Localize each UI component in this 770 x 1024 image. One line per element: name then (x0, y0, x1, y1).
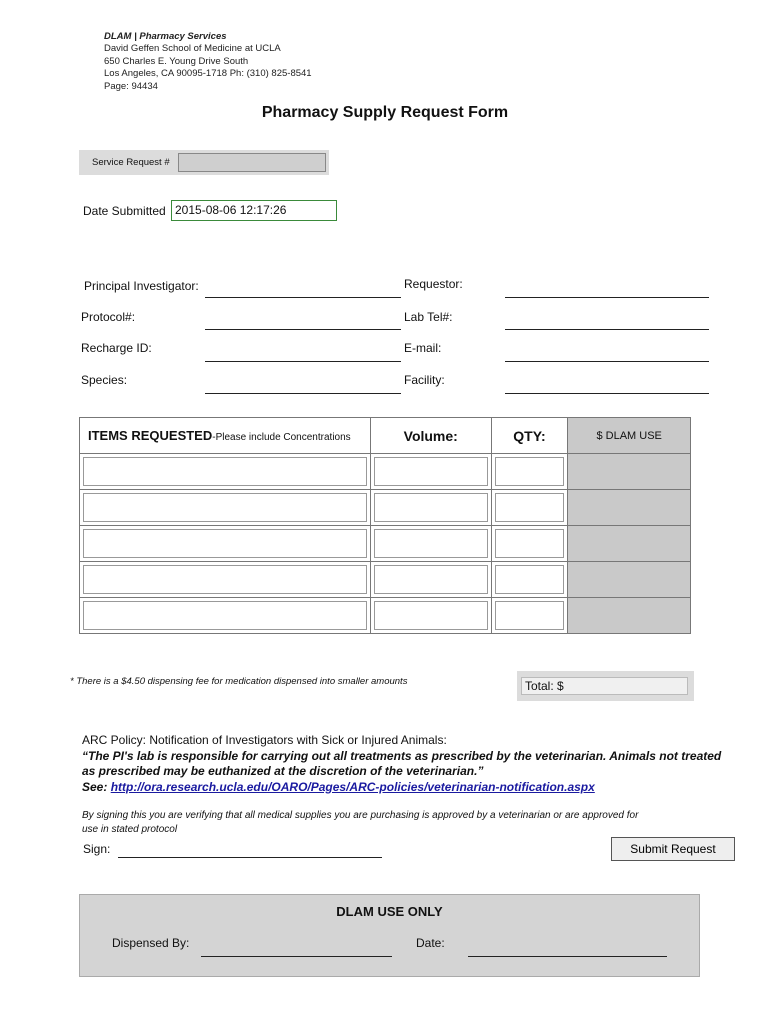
header-street: 650 Charles E. Young Drive South (104, 55, 249, 67)
header-school: David Geffen School of Medicine at UCLA (104, 43, 281, 55)
requestor-field[interactable] (505, 297, 709, 298)
qty-header: QTY: (491, 418, 568, 454)
dlam-use-header: $ DLAM USE (568, 418, 691, 454)
dlam-cell-2 (568, 490, 691, 526)
sign-label: Sign: (83, 842, 111, 856)
item-input-5[interactable] (83, 601, 367, 630)
policy-link[interactable]: http://ora.research.ucla.edu/OARO/Pages/ARC-policies/veterinarian-notification.aspx (110, 779, 595, 794)
policy-heading: ARC Policy: Notification of Investigators with Sick or Injured Animals: (82, 733, 447, 747)
dispensing-fee-note: * There is a $4.50 dispensing fee for medication dispensed into smaller amounts (70, 676, 408, 687)
facility-label: Facility: (404, 373, 445, 387)
protocol-field[interactable] (205, 329, 401, 330)
header-page: Page: 94434 (104, 80, 158, 92)
header-city-phone: Los Angeles, CA 90095-1718 Ph: (310) 825-8541 (104, 68, 312, 80)
recharge-id-label: Recharge ID: (81, 341, 152, 355)
volume-input-5[interactable] (374, 601, 488, 630)
table-row (80, 526, 691, 562)
volume-header: Volume: (370, 418, 491, 454)
dlam-use-only-title: DLAM USE ONLY (336, 904, 443, 919)
principal-investigator-field[interactable] (205, 297, 401, 298)
qty-input-2[interactable] (495, 493, 565, 522)
policy-see-label: See: (82, 779, 111, 794)
items-table (79, 417, 691, 634)
email-field[interactable] (505, 361, 709, 362)
table-row (80, 454, 691, 490)
volume-input-1[interactable] (374, 457, 488, 486)
table-row (80, 562, 691, 598)
policy-quote: “The PI's lab is responsible for carrying out all treatments as prescribed by the veterinarian. Animals not treated as prescribed may be euthanized at the discretion of the veterinarian.” (82, 748, 722, 778)
date-submitted-label: Date Submitted (83, 204, 166, 218)
header-org: DLAM | Pharmacy Services (104, 31, 227, 42)
table-row (80, 598, 691, 634)
dispensed-by-label: Dispensed By: (112, 936, 190, 950)
page-title: Pharmacy Supply Request Form (261, 104, 509, 121)
item-input-4[interactable] (83, 565, 367, 594)
volume-input-2[interactable] (374, 493, 488, 522)
item-input-3[interactable] (83, 529, 367, 558)
verification-text: By signing this you are verifying that all medical supplies you are purchasing is approved by a veterinarian or are approved for use in stated protocol (82, 810, 639, 835)
email-label: E-mail: (404, 341, 442, 355)
protocol-label: Protocol#: (81, 310, 136, 324)
item-input-1[interactable] (83, 457, 367, 486)
dlam-date-label: Date: (416, 936, 445, 950)
items-requested-title: ITEMS REQUESTED (88, 428, 213, 443)
items-requested-subtitle: -Please include Concentrations (212, 432, 351, 443)
item-input-2[interactable] (83, 493, 367, 522)
dlam-cell-5 (568, 598, 691, 634)
qty-input-1[interactable] (495, 457, 565, 486)
dispensed-by-field[interactable] (201, 956, 392, 957)
lab-tel-label: Lab Tel#: (404, 310, 453, 324)
items-requested-header (80, 418, 371, 454)
dlam-date-field[interactable] (468, 956, 667, 957)
lab-tel-field[interactable] (505, 329, 709, 330)
header-block (104, 31, 312, 93)
signature-field[interactable] (118, 857, 382, 858)
species-label: Species: (81, 373, 128, 387)
submit-request-button[interactable]: Submit Request (611, 837, 735, 861)
qty-input-5[interactable] (495, 601, 565, 630)
service-request-input[interactable] (178, 153, 326, 172)
total-field[interactable]: Total: $ (521, 677, 688, 695)
table-row (80, 490, 691, 526)
items-table-header (80, 418, 691, 454)
qty-input-4[interactable] (495, 565, 565, 594)
service-request-label: Service Request # (92, 157, 170, 168)
volume-input-3[interactable] (374, 529, 488, 558)
dlam-cell-3 (568, 526, 691, 562)
recharge-id-field[interactable] (205, 361, 401, 362)
volume-input-4[interactable] (374, 565, 488, 594)
species-field[interactable] (205, 393, 401, 394)
arc-policy-block (82, 733, 722, 795)
dlam-cell-1 (568, 454, 691, 490)
requestor-label: Requestor: (404, 277, 463, 291)
principal-investigator-label: Principal Investigator: (84, 279, 199, 293)
facility-field[interactable] (505, 393, 709, 394)
qty-input-3[interactable] (495, 529, 565, 558)
dlam-cell-4 (568, 562, 691, 598)
date-submitted-input[interactable]: 2015-08-06 12:17:26 (171, 200, 337, 221)
